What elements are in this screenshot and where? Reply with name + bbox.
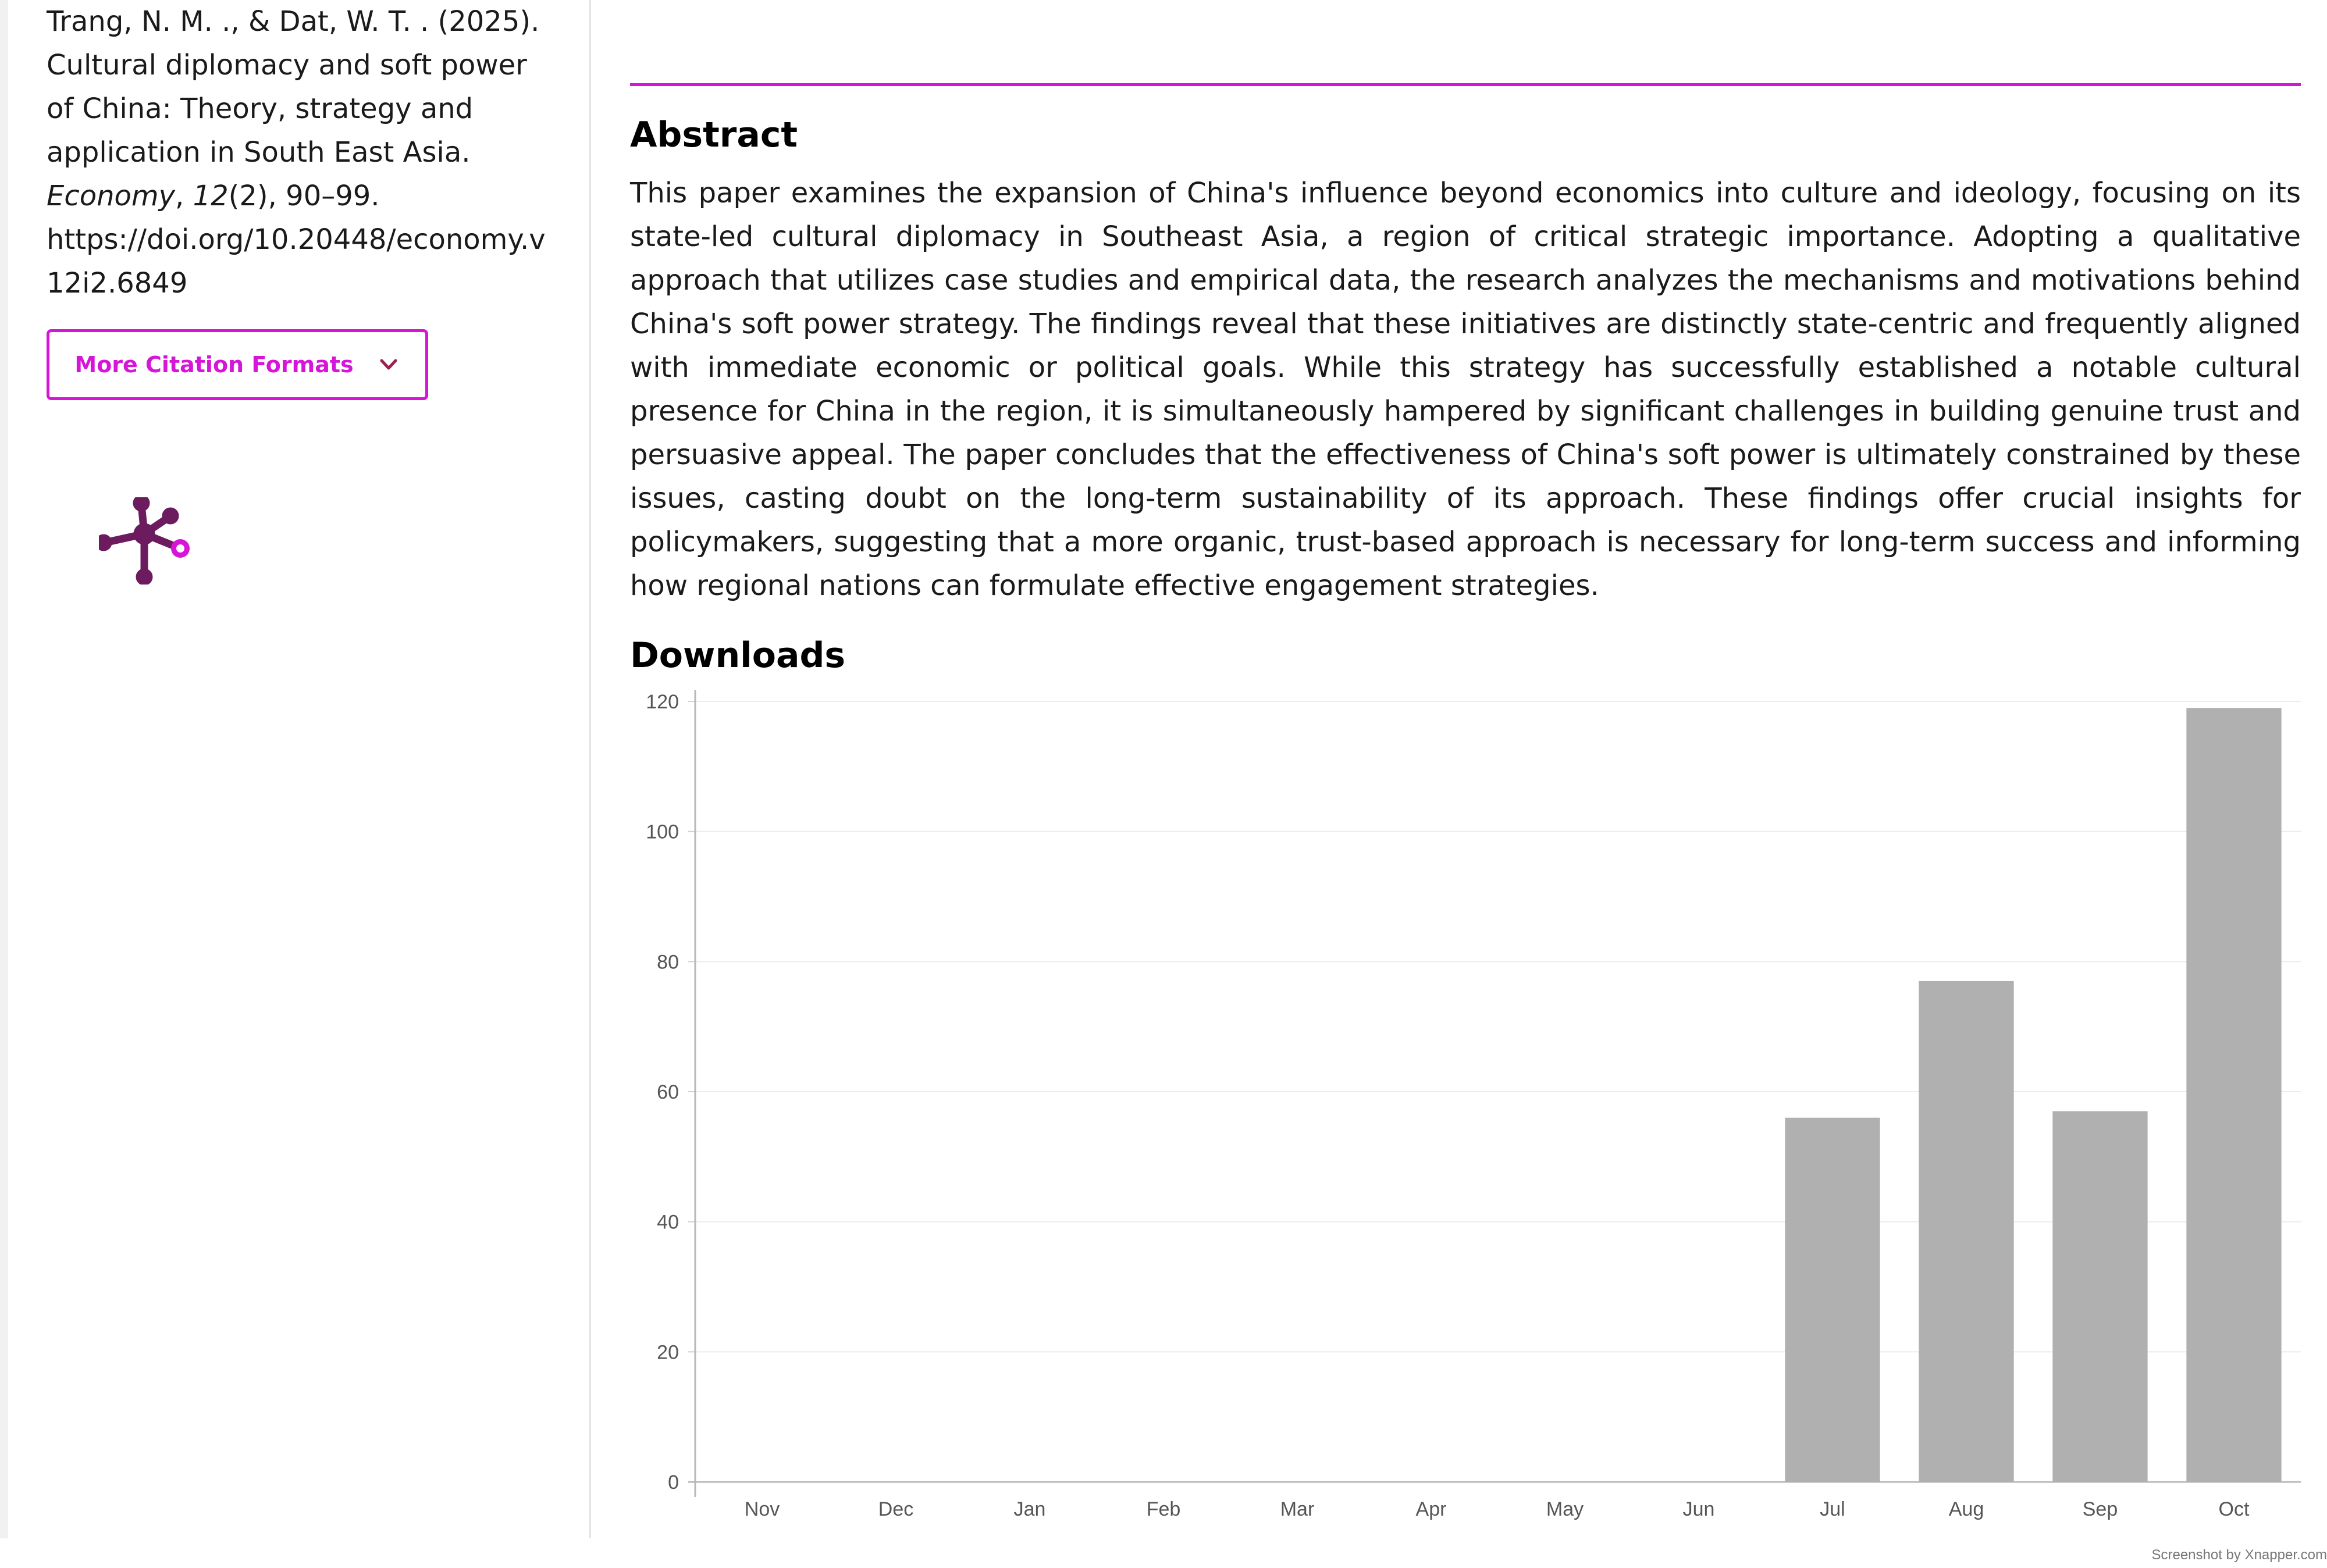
chevron-down-icon bbox=[377, 353, 400, 376]
bar bbox=[2186, 708, 2281, 1482]
x-tick-label: Nov bbox=[744, 1498, 780, 1520]
citation-volume: 12 bbox=[193, 180, 229, 212]
abstract-text: This paper examines the expansion of China's influence beyond economics into culture and ideology, focusing on its state-led cultural diplomacy in Southeast Asia, a region of critical strategic importance. Adopting a qualitative approach that utilizes case studies and empirical data, the research analyzes the mechanisms and motivations behind China's soft power strategy. The findings reveal that these initiatives are distinctly state-centric and frequently aligned with immediate economic or political goals. While this strategy has successfully established a notable cultural presence for China in the region, it is simultaneously hampered by significant challenges in building genuine trust and persuasive appeal. The paper concludes that the effectiveness of China's soft power is ultimately constrained by these issues, casting doubt on the long-term sustainability of its approach. These findings offer crucial insights for policymakers, suggesting that a more organic, trust-based approach is necessary for long-term success and informing how regional nations can formulate effective engagement strategies. bbox=[630, 177, 2301, 602]
brand-logo-icon bbox=[99, 497, 195, 585]
y-tick-label: 60 bbox=[657, 1081, 679, 1103]
y-tick-label: 0 bbox=[668, 1471, 679, 1494]
citation-doi-line: https://doi.org/10.20448/economy.v bbox=[47, 223, 546, 256]
x-tick-label: Jul bbox=[1820, 1498, 1845, 1520]
x-tick-label: Dec bbox=[878, 1498, 914, 1520]
screenshot-watermark: Screenshot by Xnapper.com bbox=[2151, 1547, 2327, 1563]
citation-doi-line: 12i2.6849 bbox=[47, 267, 188, 300]
bar bbox=[2052, 1111, 2147, 1482]
more-citation-formats-label: More Citation Formats bbox=[74, 352, 354, 377]
bar bbox=[1785, 1118, 1880, 1482]
x-tick-label: May bbox=[1546, 1498, 1584, 1520]
more-citation-formats-button[interactable] bbox=[47, 329, 428, 400]
y-tick-label: 80 bbox=[657, 951, 679, 974]
y-tick-label: 100 bbox=[646, 821, 679, 843]
x-tick-label: Sep bbox=[2082, 1498, 2118, 1520]
x-tick-label: Feb bbox=[1146, 1498, 1181, 1520]
abstract-heading: Abstract bbox=[630, 115, 798, 155]
x-tick-label: Mar bbox=[1280, 1498, 1315, 1520]
downloads-heading: Downloads bbox=[630, 635, 846, 676]
citation-journal: Economy bbox=[47, 180, 176, 212]
x-tick-label: Jan bbox=[1013, 1498, 1046, 1520]
y-tick-label: 120 bbox=[646, 691, 679, 713]
citation-journal-line bbox=[47, 174, 558, 218]
section-divider bbox=[630, 83, 2301, 86]
citation-line: Trang, N. M. ., & Dat, W. T. . (2025). bbox=[47, 5, 540, 38]
downloads-chart bbox=[630, 680, 2305, 1524]
citation-issue-pages: (2), 90–99. bbox=[228, 180, 380, 212]
column-divider bbox=[589, 0, 591, 1538]
bar bbox=[1919, 981, 2013, 1482]
citation-line: Cultural diplomacy and soft power bbox=[47, 49, 527, 81]
x-tick-label: Apr bbox=[1415, 1498, 1447, 1520]
x-tick-label: Oct bbox=[2218, 1498, 2250, 1520]
citation-line: application in South East Asia. bbox=[47, 136, 471, 169]
citation-sidebar bbox=[47, 0, 558, 305]
citation-text bbox=[47, 0, 558, 305]
x-tick-label: Aug bbox=[1948, 1498, 1984, 1520]
y-tick-label: 20 bbox=[657, 1341, 679, 1364]
y-tick-label: 40 bbox=[657, 1211, 679, 1234]
citation-separator: , bbox=[175, 180, 193, 212]
x-tick-label: Jun bbox=[1682, 1498, 1715, 1520]
citation-line: of China: Theory, strategy and bbox=[47, 92, 474, 125]
page-left-edge bbox=[0, 0, 8, 1538]
